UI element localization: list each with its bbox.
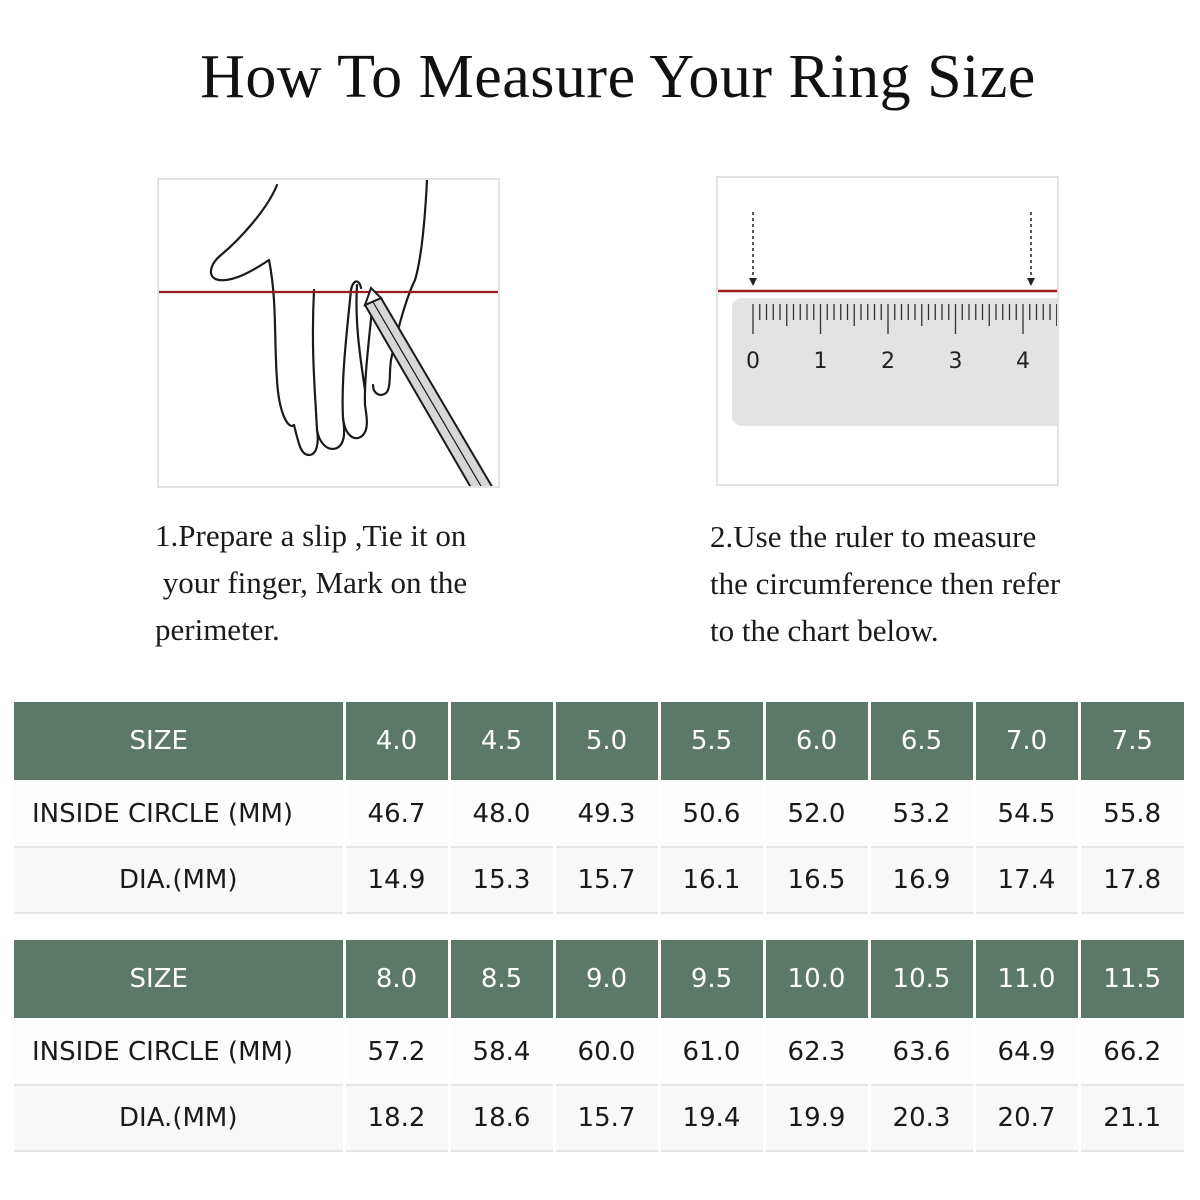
- size-header-cell: 10.5: [869, 940, 974, 1019]
- inside-circle-cell: 46.7: [344, 781, 449, 847]
- step-2-text: [710, 513, 1060, 654]
- step-1-line: 1.Prepare a slip ,Tie it on: [155, 518, 467, 553]
- inside-circle-cell: 49.3: [554, 781, 659, 847]
- step-2-line: to the chart below.: [710, 613, 939, 648]
- size-header-cell: 9.5: [659, 940, 764, 1019]
- size-header-cell: 6.0: [764, 702, 869, 781]
- table-header-row: [14, 702, 1184, 781]
- diameter-cell: 18.2: [344, 1085, 449, 1151]
- table-row-diameter: [14, 1085, 1184, 1151]
- inside-circle-label: INSIDE CIRCLE (MM): [14, 781, 344, 847]
- diameter-cell: 14.9: [344, 847, 449, 913]
- diameter-cell: 15.3: [449, 847, 554, 913]
- table-row-diameter: [14, 847, 1184, 913]
- diameter-cell: 18.6: [449, 1085, 554, 1151]
- diameter-cell: 16.9: [869, 847, 974, 913]
- diameter-cell: 20.7: [974, 1085, 1079, 1151]
- diameter-cell: 16.1: [659, 847, 764, 913]
- size-header-cell: 4.5: [449, 702, 554, 781]
- inside-circle-cell: 66.2: [1079, 1019, 1184, 1085]
- ruler-label: 1: [813, 349, 828, 374]
- diameter-cell: 17.4: [974, 847, 1079, 913]
- table-row-inside-circle: [14, 781, 1184, 847]
- inside-circle-cell: 61.0: [659, 1019, 764, 1085]
- step-1-line: your finger, Mark on the: [155, 565, 468, 600]
- inside-circle-cell: 55.8: [1079, 781, 1184, 847]
- size-header-cell: 8.5: [449, 940, 554, 1019]
- ruler-label: 4: [1016, 349, 1030, 374]
- inside-circle-cell: 48.0: [449, 781, 554, 847]
- inside-circle-cell: 57.2: [344, 1019, 449, 1085]
- inside-circle-cell: 60.0: [554, 1019, 659, 1085]
- diameter-cell: 20.3: [869, 1085, 974, 1151]
- inside-circle-cell: 58.4: [449, 1019, 554, 1085]
- size-table-2: [14, 940, 1184, 1152]
- hand-illustration: [159, 180, 500, 488]
- size-header-cell: 6.5: [869, 702, 974, 781]
- inside-circle-cell: 52.0: [764, 781, 869, 847]
- page-title: How To Measure Your Ring Size: [200, 43, 1036, 111]
- ruler-label: 3: [948, 349, 963, 374]
- inside-circle-cell: 62.3: [764, 1019, 869, 1085]
- arrow-down-icon: [1027, 212, 1035, 286]
- table-row-inside-circle: [14, 1019, 1184, 1085]
- diameter-cell: 19.9: [764, 1085, 869, 1151]
- size-header-cell: 7.5: [1079, 702, 1184, 781]
- diameter-label: DIA.(MM): [14, 1085, 344, 1151]
- diameter-cell: 15.7: [554, 1085, 659, 1151]
- inside-circle-cell: 50.6: [659, 781, 764, 847]
- diameter-label: DIA.(MM): [14, 847, 344, 913]
- step-1-line: perimeter.: [155, 612, 280, 647]
- size-header-cell: 11.0: [974, 940, 1079, 1019]
- size-header-cell: 5.5: [659, 702, 764, 781]
- inside-circle-cell: 54.5: [974, 781, 1079, 847]
- inside-circle-cell: 53.2: [869, 781, 974, 847]
- ruler-label: 0: [746, 349, 760, 374]
- size-header-cell: 8.0: [344, 940, 449, 1019]
- table-header-row: [14, 940, 1184, 1019]
- diameter-cell: 15.7: [554, 847, 659, 913]
- pencil-icon: [365, 288, 494, 488]
- diameter-cell: 17.8: [1079, 847, 1184, 913]
- size-header-cell: 11.5: [1079, 940, 1184, 1019]
- diameter-cell: 21.1: [1079, 1085, 1184, 1151]
- step-2-line: 2.Use the ruler to measure: [710, 519, 1037, 554]
- diameter-cell: 16.5: [764, 847, 869, 913]
- size-header-cell: 7.0: [974, 702, 1079, 781]
- inside-circle-cell: 64.9: [974, 1019, 1079, 1085]
- inside-circle-label: INSIDE CIRCLE (MM): [14, 1019, 344, 1085]
- ruler-panel: [716, 176, 1059, 486]
- size-header-cell: 10.0: [764, 940, 869, 1019]
- hand-illustration-panel: [157, 178, 500, 488]
- step-2-line: the circumference then refer: [710, 566, 1061, 601]
- arrow-down-icon: [749, 212, 757, 286]
- size-header-label: SIZE: [14, 702, 344, 781]
- size-header-cell: 5.0: [554, 702, 659, 781]
- inside-circle-cell: 63.6: [869, 1019, 974, 1085]
- size-header-cell: 4.0: [344, 702, 449, 781]
- ruler-icon: [718, 178, 1059, 486]
- ruler-label: 2: [881, 349, 895, 374]
- size-table-1: [14, 702, 1184, 914]
- size-header-label: SIZE: [14, 940, 344, 1019]
- step-1-text: [155, 512, 467, 653]
- diameter-cell: 19.4: [659, 1085, 764, 1151]
- size-header-cell: 9.0: [554, 940, 659, 1019]
